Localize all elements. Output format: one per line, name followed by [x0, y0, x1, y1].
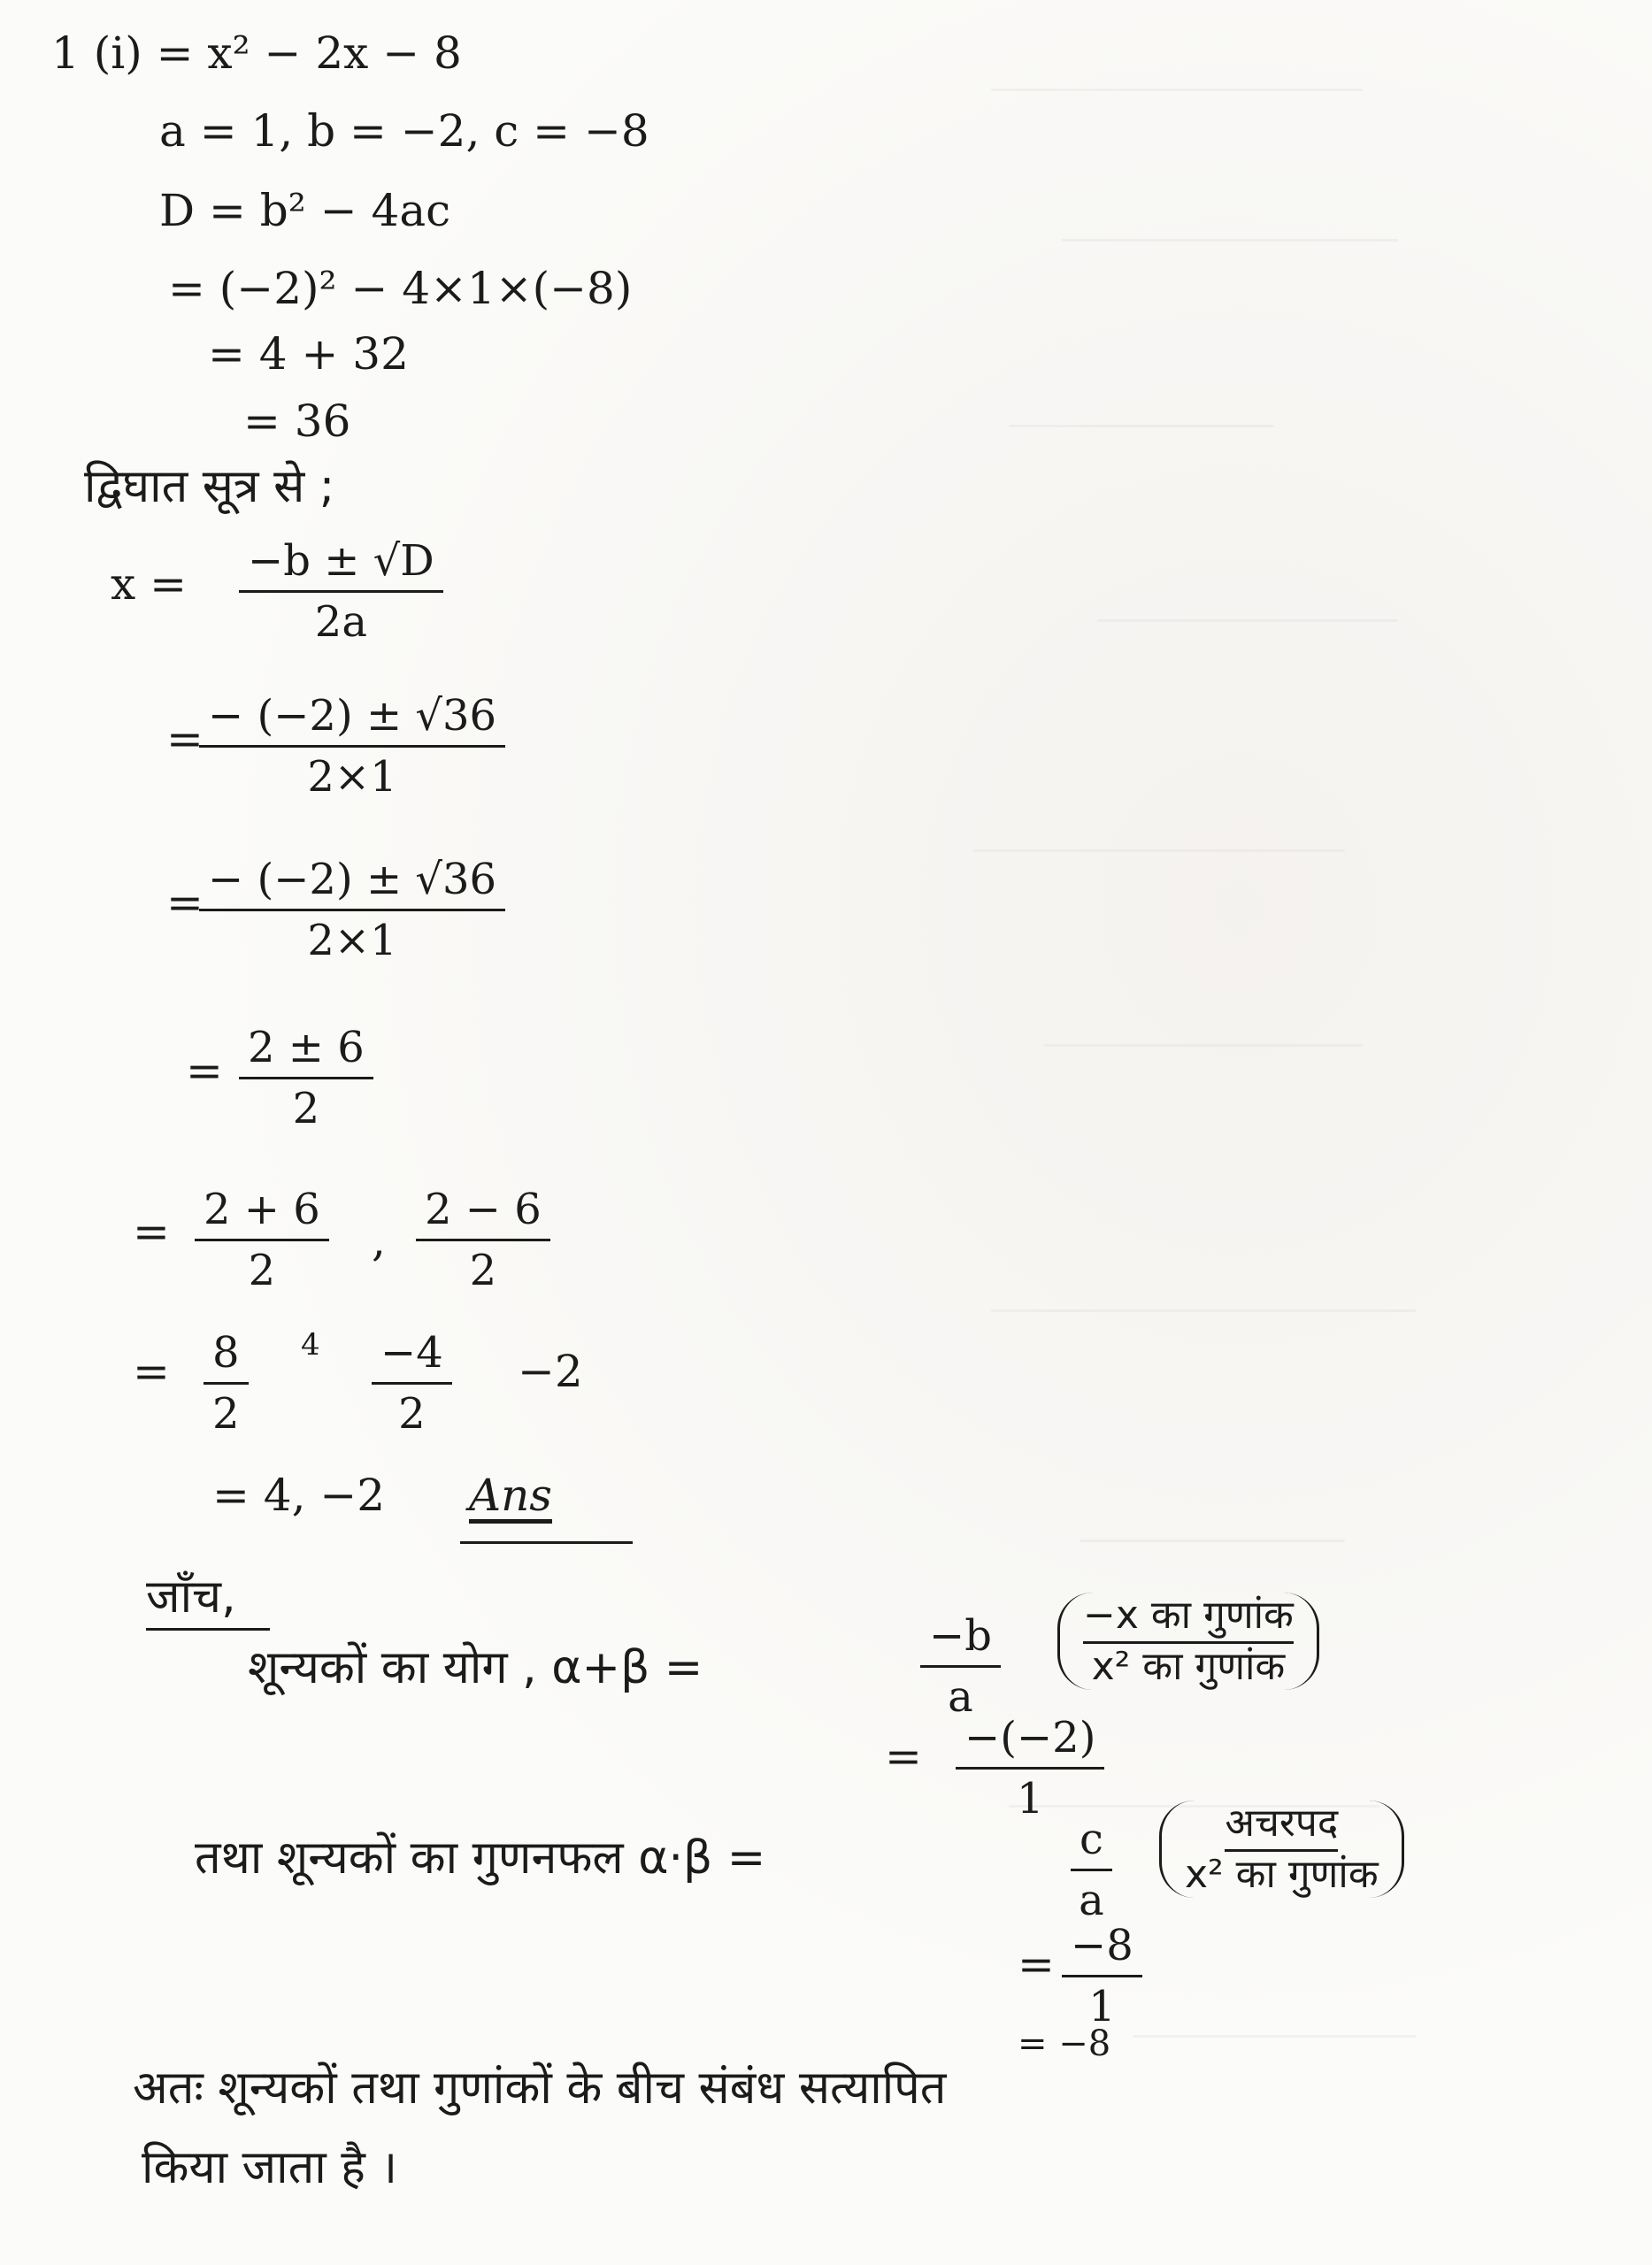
- sum-value-fraction: [956, 1712, 1104, 1824]
- simplify-value-1: 4: [301, 1327, 320, 1363]
- step-1-fraction: [199, 690, 505, 802]
- product-value-denominator: 1: [1088, 1982, 1116, 2031]
- coefficients-line: a = 1, b = −2, c = −8: [159, 105, 649, 157]
- sum-numerator: −b: [920, 1610, 1001, 1668]
- simplify-numerator-1: 8: [204, 1327, 249, 1385]
- product-coefficient-note: [1159, 1800, 1404, 1898]
- product-of-zeros-label: तथा शून्यकों का गुणनफल α·β =: [195, 1831, 766, 1885]
- simplify-denominator-2: 2: [398, 1389, 426, 1439]
- product-denominator: a: [1079, 1876, 1104, 1925]
- step-3-numerator: 2 ± 6: [239, 1022, 373, 1079]
- step-2-denominator: 2×1: [307, 916, 397, 965]
- sum-note-top: −x का गुणांक: [1083, 1593, 1294, 1644]
- simplify-fraction-2: [372, 1327, 452, 1440]
- verification-heading: जाँच,: [146, 1570, 236, 1624]
- split-equals: =: [133, 1206, 170, 1257]
- step-1-numerator: − (−2) ± √36: [199, 690, 505, 748]
- step-3-denominator: 2: [292, 1084, 320, 1133]
- discriminant-step-1: = (−2)² − 4×1×(−8): [168, 263, 633, 314]
- formula-lhs: x =: [111, 558, 187, 610]
- split-fraction-1: [195, 1184, 329, 1296]
- discriminant-formula: D = b² − 4ac: [159, 185, 451, 236]
- step-2-equals: =: [166, 877, 204, 928]
- simplify-value-2: −2: [518, 1346, 583, 1397]
- discriminant-step-2: = 4 + 32: [208, 328, 409, 380]
- verification-heading-underline: [146, 1628, 270, 1631]
- product-value-equals: =: [1018, 1939, 1055, 1990]
- product-numerator: c: [1071, 1814, 1112, 1871]
- product-value-fraction: [1062, 1920, 1142, 2032]
- sum-note-bottom: x² का गुणांक: [1091, 1644, 1286, 1689]
- sum-value-equals: =: [885, 1731, 922, 1782]
- product-value-numerator: −8: [1062, 1920, 1142, 1977]
- formula-fraction: [239, 535, 443, 648]
- quadratic-formula-intro: द्विघात सूत्र से ;: [84, 460, 335, 513]
- sum-value-denominator: 1: [1016, 1774, 1044, 1824]
- simplify-denominator-1: 2: [212, 1389, 240, 1439]
- simplify-numerator-2: −4: [372, 1327, 452, 1385]
- sum-coefficient-note: [1057, 1593, 1319, 1690]
- step-2-numerator: − (−2) ± √36: [199, 854, 505, 911]
- answer-underline: [460, 1541, 633, 1544]
- product-fraction: [1071, 1814, 1112, 1926]
- conclusion-line-2: किया जाता है ।: [142, 2141, 398, 2194]
- simplify-equals: =: [133, 1346, 170, 1397]
- step-2-fraction: [199, 854, 505, 966]
- step-1-equals: =: [166, 713, 204, 764]
- split-numerator-1: 2 + 6: [195, 1184, 329, 1241]
- split-denominator-2: 2: [469, 1246, 497, 1295]
- step-3-equals: =: [186, 1045, 223, 1096]
- split-fraction-2: [416, 1184, 550, 1296]
- conclusion-line-1: अतः शून्यकों तथा गुणांकों के बीच संबंध सत्यापित: [133, 2062, 947, 2115]
- problem-statement: 1 (i) = x² − 2x − 8: [51, 27, 462, 79]
- formula-numerator: −b ± √D: [239, 535, 443, 593]
- discriminant-step-3: = 36: [243, 395, 351, 447]
- answer-label: Ans: [469, 1470, 552, 1521]
- step-1-denominator: 2×1: [307, 752, 397, 802]
- product-note-top: अचरपद: [1225, 1800, 1338, 1852]
- product-note-bottom: x² का गुणांक: [1185, 1852, 1379, 1897]
- final-roots: = 4, −2: [212, 1470, 386, 1521]
- sum-of-zeros-label: शून्यकों का योग , α+β =: [248, 1641, 703, 1694]
- formula-denominator: 2a: [314, 597, 367, 647]
- split-comma: ,: [372, 1215, 386, 1266]
- split-denominator-1: 2: [248, 1246, 276, 1295]
- simplify-fraction-1: [204, 1327, 249, 1440]
- sum-denominator: a: [948, 1672, 973, 1722]
- product-final-value: = −8: [1018, 2023, 1111, 2064]
- step-3-fraction: [239, 1022, 373, 1134]
- split-numerator-2: 2 − 6: [416, 1184, 550, 1241]
- sum-value-numerator: −(−2): [956, 1712, 1104, 1770]
- sum-fraction: [920, 1610, 1001, 1723]
